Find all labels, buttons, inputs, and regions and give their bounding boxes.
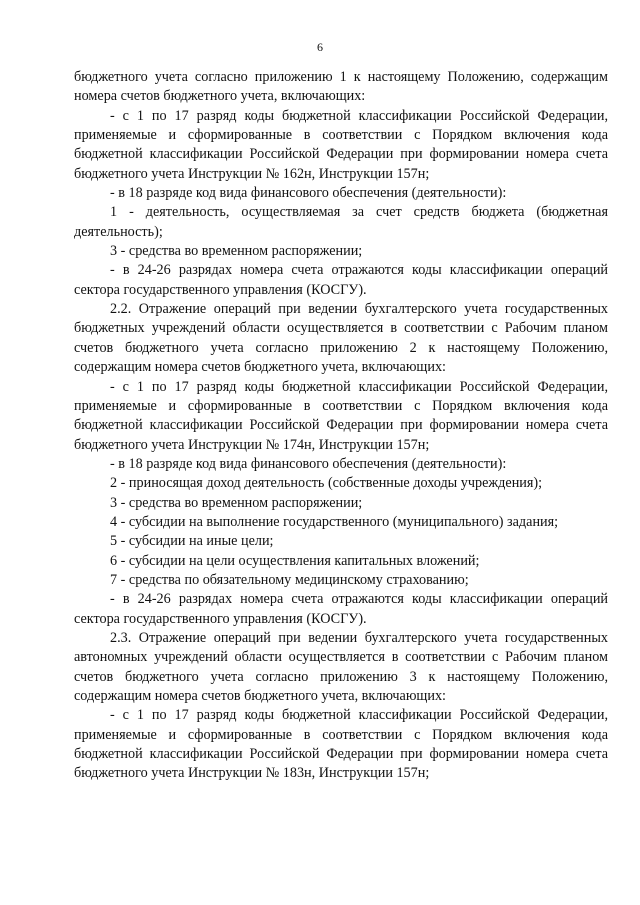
paragraph: - с 1 по 17 разряд коды бюджетной классификации Российской Федерации, применяемые и сформированные в соответствии с Порядком включения кода бюджетной классификации Российской Федерации при формировании номера счета бюджетного учета Инструкции № 183н, Инструкции 157н; [74, 707, 608, 782]
paragraph: - в 24-26 разрядах номера счета отражаются коды классификации операций сектора государственного управления (КОСГУ). [74, 262, 608, 298]
paragraph: 6 - субсидии на цели осуществления капитальных вложений; [110, 552, 480, 569]
paragraph: 5 - субсидии на иные цели; [110, 533, 274, 550]
paragraph: 4 - субсидии на выполнение государственного (муниципального) задания; [110, 513, 559, 530]
paragraph: 2.2. Отражение операций при ведении бухгалтерского учета государственных бюджетных учреждений области осуществляется в соответствии с Рабочим планом счетов бюджетного учета согласно приложению 2 к настоящему Положению, содержащим номера счетов бюджетного учета, включающих: [74, 301, 608, 376]
document-body [74, 68, 608, 784]
paragraph: - в 24-26 разрядах номера счета отражаются коды классификации операций сектора государственного управления (КОСГУ). [74, 591, 608, 627]
paragraph: 7 - средства по обязательному медицинскому страхованию; [110, 571, 469, 588]
paragraph: 1 - деятельность, осуществляемая за счет средств бюджета (бюджетная деятельность); [74, 204, 608, 240]
paragraph: - в 18 разряде код вида финансового обеспечения (деятельности): [110, 455, 507, 472]
paragraph: 3 - средства во временном распоряжении; [110, 243, 363, 260]
paragraph: 3 - средства во временном распоряжении; [110, 494, 363, 511]
paragraph: - с 1 по 17 разряд коды бюджетной классификации Российской Федерации, применяемые и сформированные в соответствии с Порядком включения кода бюджетной классификации Российской Федерации при формировании номера счета бюджетного учета Инструкции № 174н, Инструкции 157н; [74, 378, 608, 453]
paragraph: бюджетного учета согласно приложению 1 к настоящему Положению, содержащим номера счетов бюджетного учета, включающих: [74, 69, 608, 105]
page-number: 6 [317, 40, 323, 54]
paragraph: - в 18 разряде код вида финансового обеспечения (деятельности): [110, 185, 507, 202]
paragraph: 2.3. Отражение операций при ведении бухгалтерского учета государственных автономных учреждений области осуществляется в соответствии с Рабочим планом счетов бюджетного учета согласно приложению 3 к настоящему Положению, содержащим номера счетов бюджетного учета, включающих: [74, 629, 608, 704]
paragraph: 2 - приносящая доход деятельность (собственные доходы учреждения); [110, 475, 543, 492]
paragraph: - с 1 по 17 разряд коды бюджетной классификации Российской Федерации, применяемые и сформированные в соответствии с Порядком включения кода бюджетной классификации Российской Федерации при формировании номера счета бюджетного учета Инструкции № 162н, Инструкции 157н; [74, 107, 608, 182]
